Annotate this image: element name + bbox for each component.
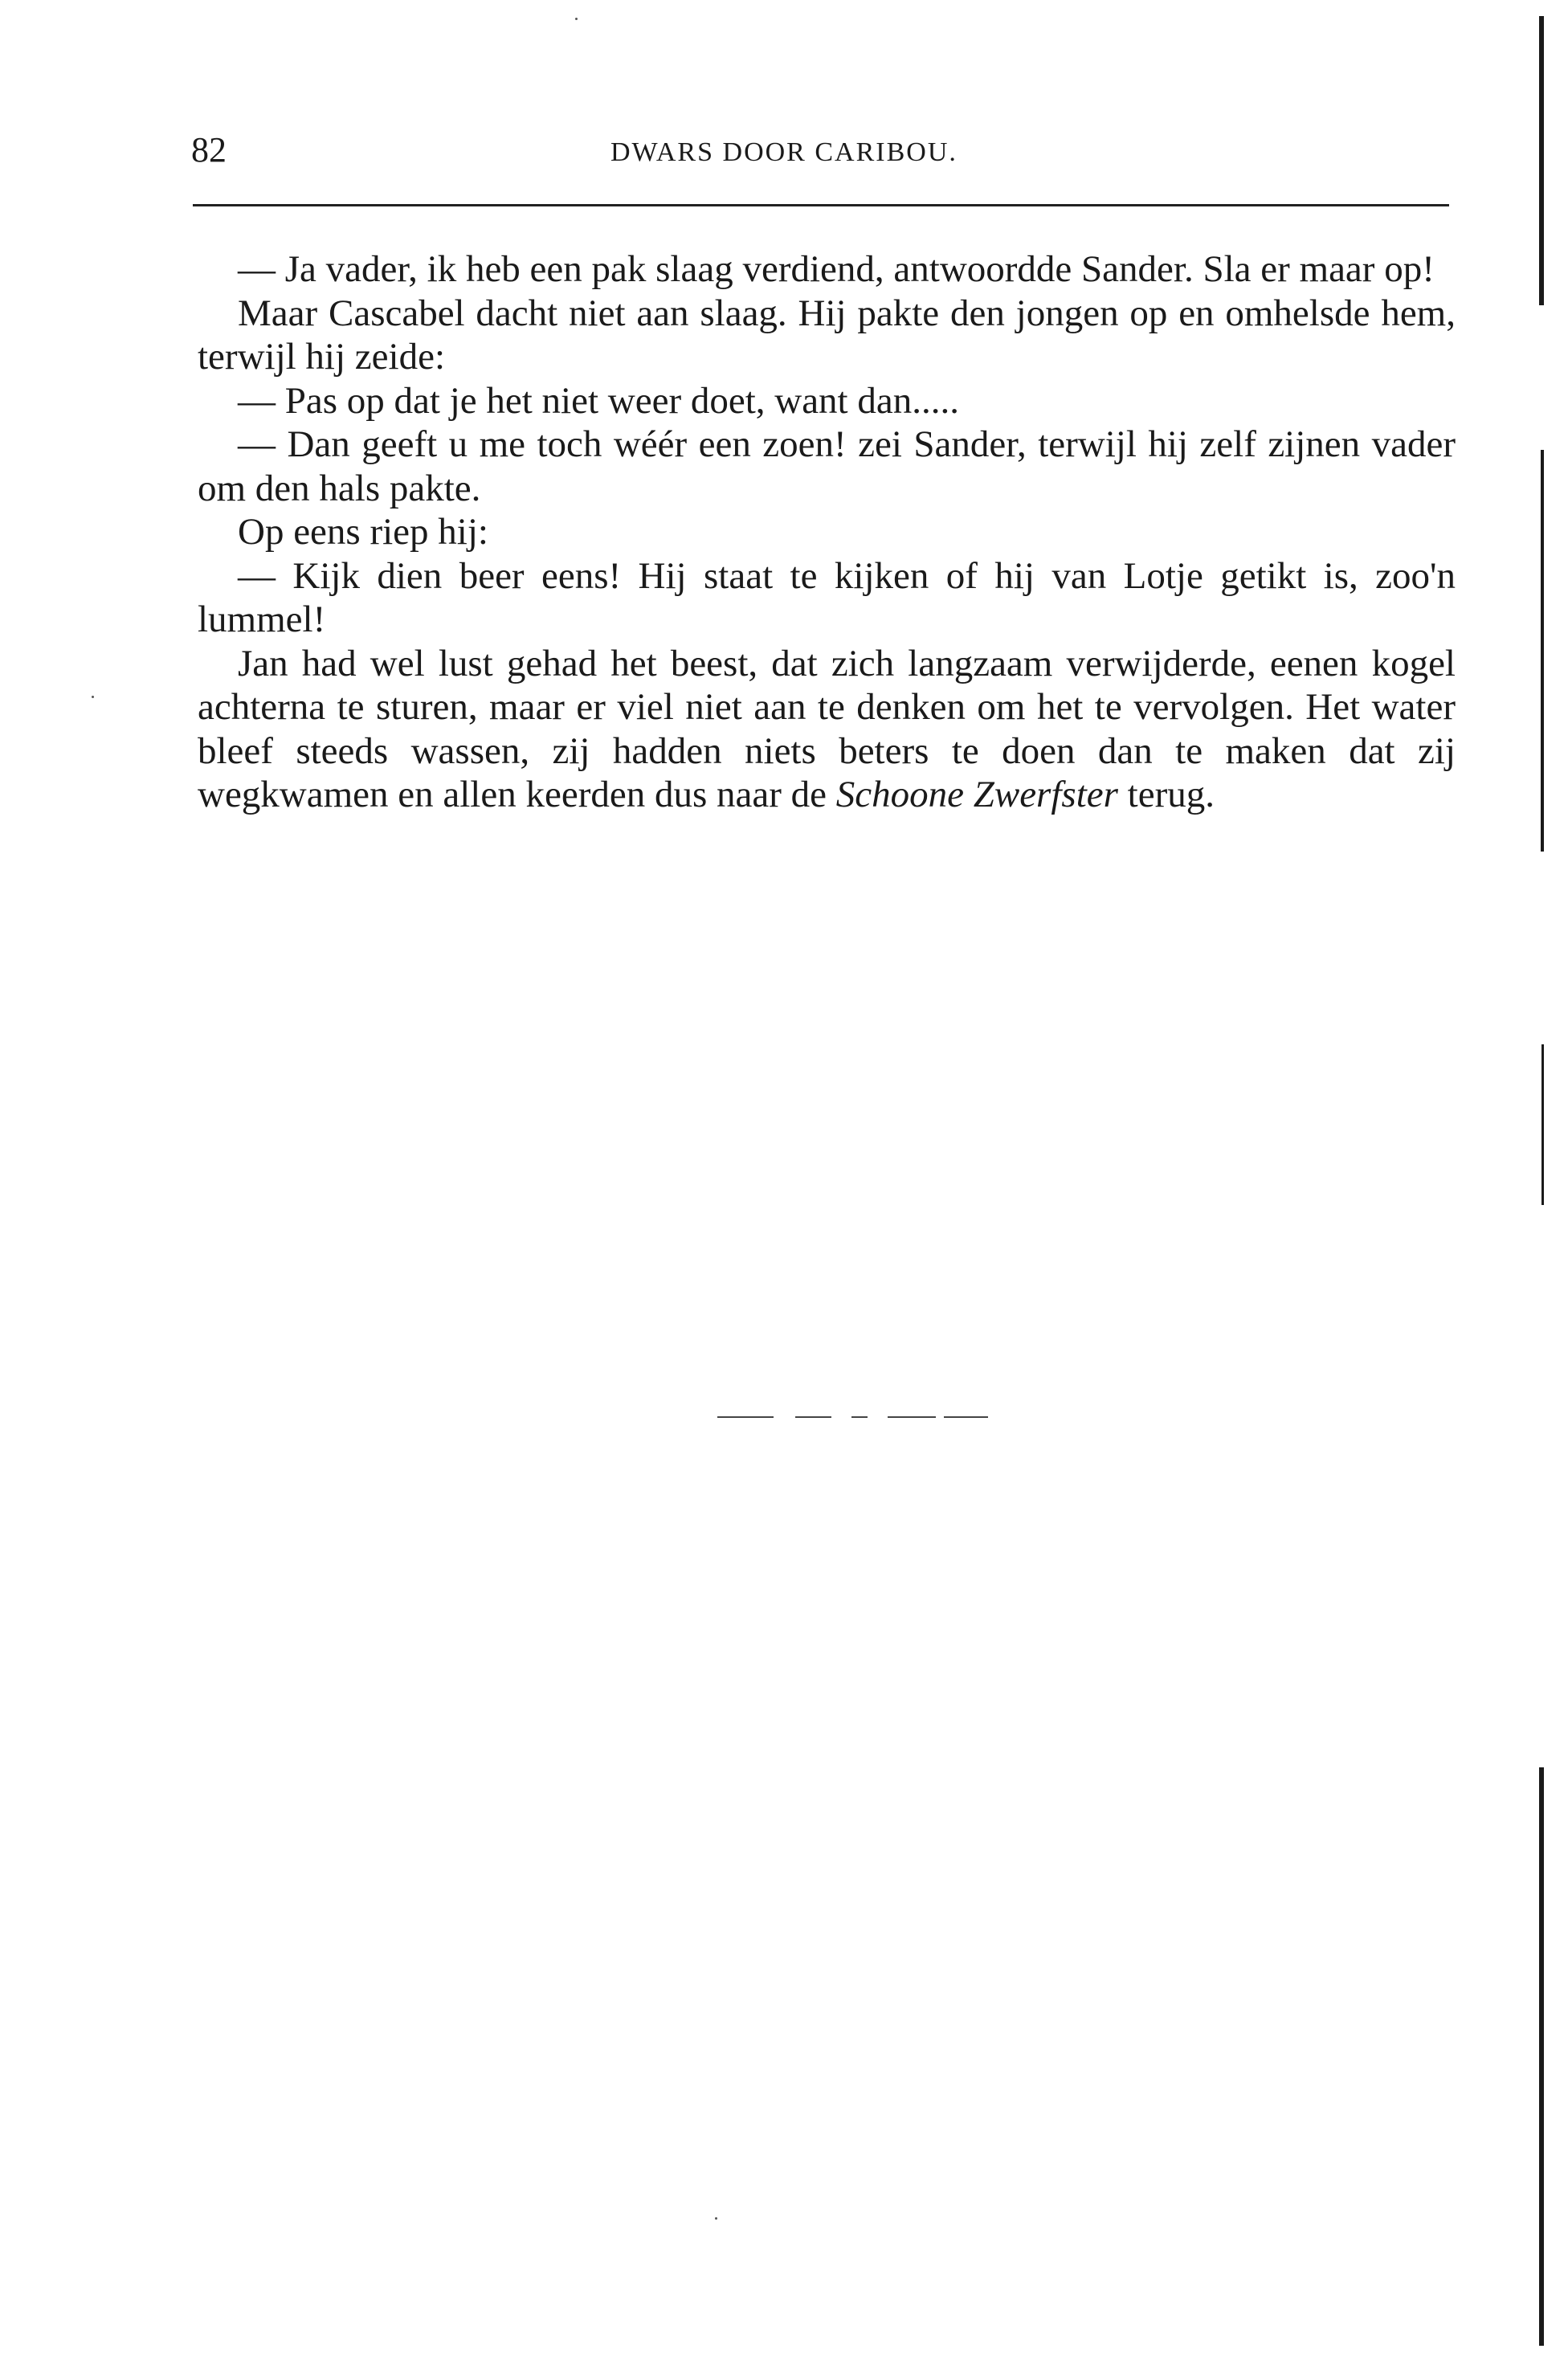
scan-edge-shadow (1539, 16, 1544, 305)
scan-edge-shadow (1541, 450, 1544, 852)
scan-edge-shadow (1539, 1767, 1544, 2346)
paragraph: — Kijk dien beer eens! Hij staat te kijken of hij van Lotje getikt is, zoo'n lummel! (198, 554, 1456, 640)
paper-speck (715, 2217, 717, 2220)
paragraph: — Ja vader, ik heb een pak slaag verdiend, antwoordde Sander. Sla er maar op! (238, 248, 1435, 290)
end-rule-segment (717, 1416, 774, 1418)
paper-speck (92, 696, 94, 698)
paragraph: Maar Cascabel dacht niet aan slaag. Hij pakte den jongen op en omhelsde hem, terwijl hij zeide: (198, 292, 1456, 378)
paragraph-text-end: terug. (1117, 774, 1215, 815)
body-text (198, 247, 1456, 817)
end-rule-segment (944, 1416, 988, 1418)
paragraph: — Dan geeft u me toch wéér een zoen! zei Sander, terwijl hij zelf zijnen vader om den hals pakte. (198, 423, 1456, 509)
end-rule-segment (851, 1416, 868, 1418)
end-rule-segment (888, 1416, 936, 1418)
end-rule-segment (795, 1416, 831, 1418)
page-number: 82 (191, 130, 227, 170)
ship-name: Schoone Zwerfster (835, 774, 1118, 815)
running-title: DWARS DOOR CARIBOU. (610, 137, 958, 167)
paragraph-text: Jan had wel lust gehad het beest, dat zich langzaam verwijderde, eenen kogel achterna te sturen, maar er viel niet aan te denken om het te vervolgen. Het water bleef steeds wassen, zij hadden niets beters te doen dan te maken dat zij wegkwamen en allen keerden dus naar de (198, 642, 1456, 815)
paragraph-final (198, 642, 1456, 817)
header-rule (193, 204, 1449, 206)
paper-speck (575, 18, 578, 20)
paragraph: Op eens riep hij: (238, 511, 488, 553)
scan-edge-shadow (1541, 1044, 1544, 1205)
paragraph: — Pas op dat je het niet weer doet, want dan..... (238, 379, 959, 422)
